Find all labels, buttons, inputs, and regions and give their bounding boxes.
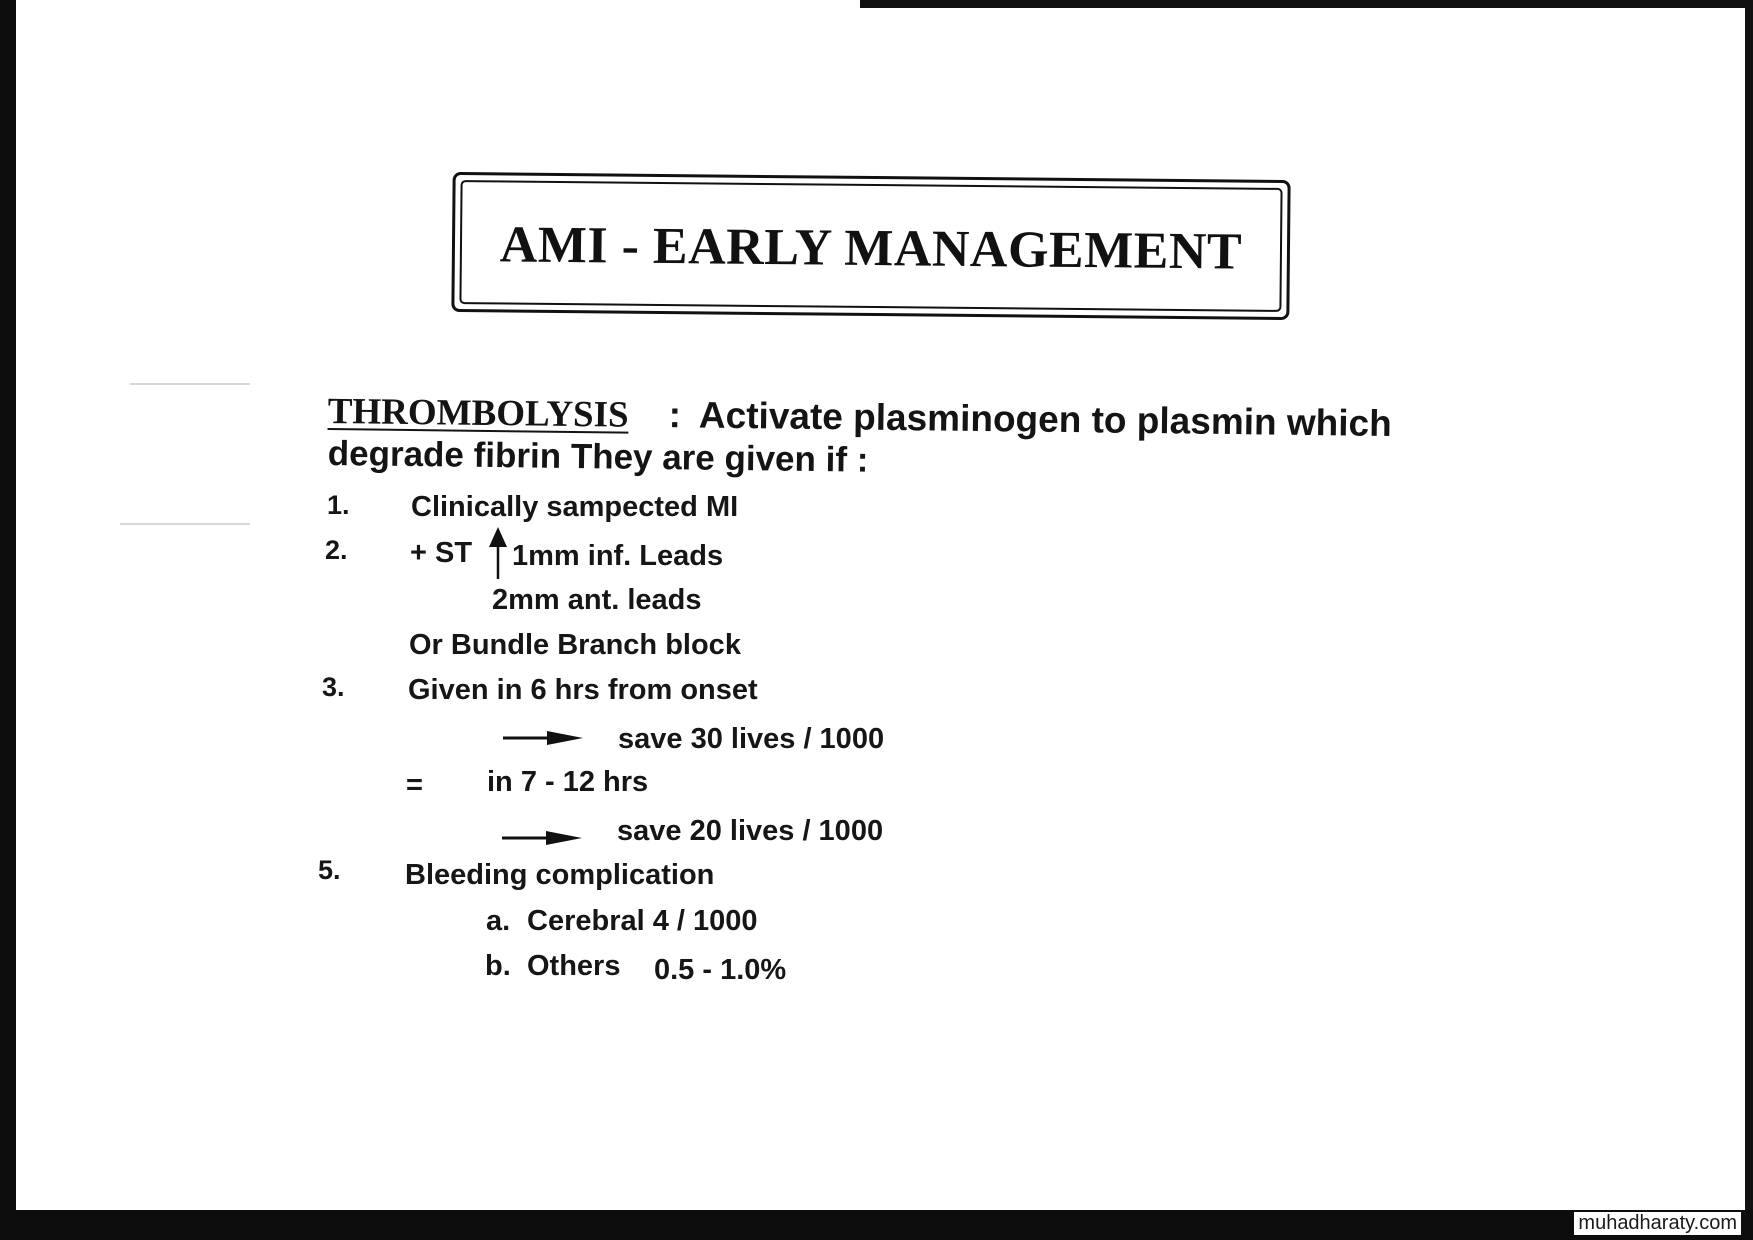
scan-mark [130, 383, 250, 385]
item-number: 3. [322, 672, 345, 702]
item-number: 2. [325, 535, 348, 565]
equals-sign: = [406, 769, 423, 801]
item-number: 5. [318, 855, 341, 885]
sub-item-label: b. [485, 950, 511, 982]
item-text: + ST [410, 537, 473, 569]
item-text: 2mm ant. leads [492, 584, 702, 616]
sub-item-text: Cerebral 4 / 1000 [527, 905, 758, 937]
topic-label: THROMBOLYSIS [327, 390, 629, 436]
title-box [451, 172, 1290, 320]
sub-item-label: a. [486, 905, 511, 937]
topic-colon: : [668, 394, 682, 436]
item-text: Given in 6 hrs from onset [408, 674, 758, 706]
intro-line-1: Activate plasminogen to plasmin which [698, 394, 1393, 444]
scan-edge-top [860, 0, 1753, 8]
item-text: Bleeding complication [405, 859, 715, 891]
save-note: save 20 lives / 1000 [617, 815, 884, 847]
item-text: in 7 - 12 hrs [487, 766, 649, 798]
up-arrow-icon [487, 527, 509, 579]
watermark: muhadharaty.com [1574, 1212, 1741, 1235]
sub-item-value: 0.5 - 1.0% [654, 954, 787, 986]
item-number: 1. [327, 490, 350, 520]
item-text: Or Bundle Branch block [409, 629, 741, 661]
scan-edge-right [1745, 0, 1753, 1215]
scan-edge-left [0, 0, 16, 1240]
right-arrow-icon [503, 730, 583, 746]
scan-mark [120, 523, 250, 525]
item-text: Clinically sampected MI [411, 491, 739, 523]
page-title: AMI - EARLY MANAGEMENT [499, 216, 1243, 281]
intro-line-2: degrade fibrin They are given if : [327, 434, 869, 480]
scan-edge-bottom [0, 1210, 1753, 1240]
save-note: save 30 lives / 1000 [618, 723, 885, 755]
sub-item-text: Others [527, 950, 621, 982]
item-text: 1mm inf. Leads [512, 540, 724, 572]
right-arrow-icon [502, 830, 582, 846]
